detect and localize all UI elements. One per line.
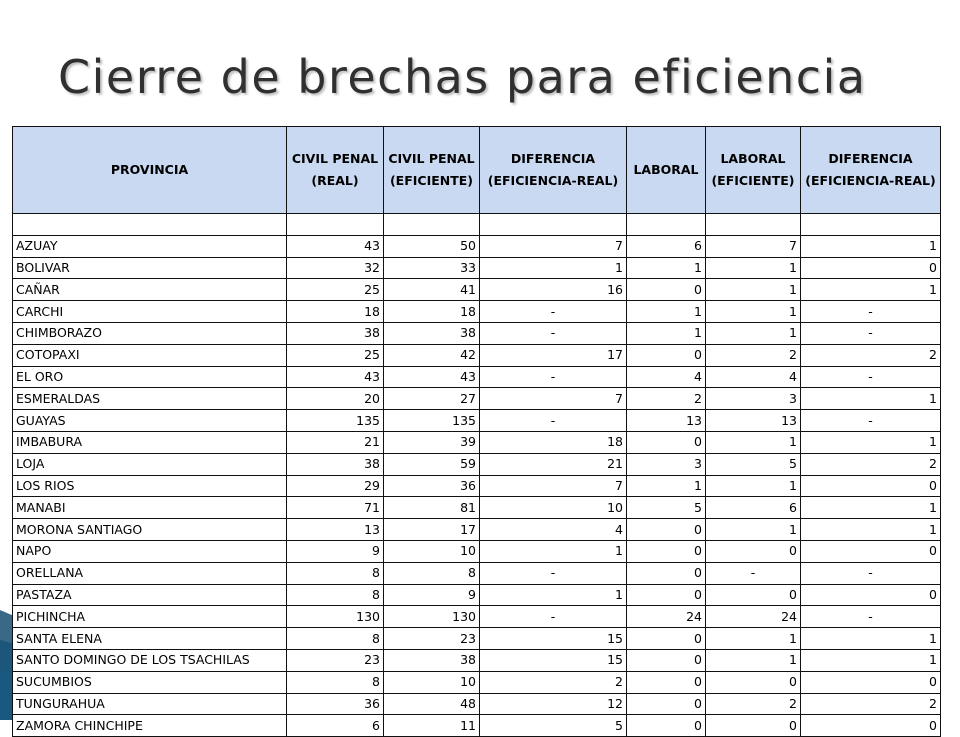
value-cell: 1 (627, 301, 706, 323)
value-cell: 6 (706, 497, 801, 519)
efficiency-table (12, 126, 941, 737)
value-cell: 27 (384, 388, 480, 410)
value-cell: 15 (480, 649, 627, 671)
value-cell: 38 (384, 649, 480, 671)
value-cell: 2 (801, 693, 941, 715)
value-cell: 1 (801, 235, 941, 257)
value-cell: 9 (287, 540, 384, 562)
value-cell: 16 (480, 279, 627, 301)
province-cell: BOLIVAR (13, 257, 287, 279)
province-cell: SANTA ELENA (13, 628, 287, 650)
value-cell: - (480, 410, 627, 432)
province-cell: AZUAY (13, 235, 287, 257)
value-cell: 13 (627, 410, 706, 432)
header-diferencia-civil: DIFERENCIA (EFICIENCIA-REAL) (480, 127, 627, 214)
value-cell: 38 (287, 322, 384, 344)
value-cell: 1 (706, 301, 801, 323)
table-row (13, 562, 941, 584)
value-cell: 1 (801, 649, 941, 671)
value-cell: - (480, 322, 627, 344)
value-cell: 17 (384, 519, 480, 541)
value-cell: 23 (384, 628, 480, 650)
province-cell: NAPO (13, 540, 287, 562)
value-cell: 2 (480, 671, 627, 693)
table-row (13, 366, 941, 388)
value-cell: 8 (287, 584, 384, 606)
table-header-row (13, 127, 941, 214)
value-cell: 135 (287, 410, 384, 432)
value-cell: 23 (287, 649, 384, 671)
province-cell: LOS RIOS (13, 475, 287, 497)
value-cell: 21 (480, 453, 627, 475)
value-cell: 0 (627, 671, 706, 693)
value-cell: 11 (384, 715, 480, 737)
value-cell: 1 (706, 628, 801, 650)
province-cell: TUNGURAHUA (13, 693, 287, 715)
value-cell: 1 (706, 475, 801, 497)
table-row (13, 431, 941, 453)
province-cell: IMBABURA (13, 431, 287, 453)
table-row (13, 540, 941, 562)
value-cell: 5 (627, 497, 706, 519)
header-civil-penal-real: CIVIL PENAL (REAL) (287, 127, 384, 214)
value-cell: 0 (706, 671, 801, 693)
value-cell: 8 (287, 562, 384, 584)
value-cell: 1 (801, 431, 941, 453)
value-cell: 4 (706, 366, 801, 388)
table-row (13, 606, 941, 628)
value-cell: 2 (801, 453, 941, 475)
value-cell: 0 (627, 628, 706, 650)
value-cell: 25 (287, 279, 384, 301)
value-cell: 8 (287, 671, 384, 693)
value-cell: 1 (801, 519, 941, 541)
province-cell: ZAMORA CHINCHIPE (13, 715, 287, 737)
table-row (13, 257, 941, 279)
value-cell: 43 (287, 366, 384, 388)
value-cell: 4 (627, 366, 706, 388)
header-civil-penal-eficiente: CIVIL PENAL (EFICIENTE) (384, 127, 480, 214)
province-cell: CHIMBORAZO (13, 322, 287, 344)
header-laboral-eficiente: LABORAL (EFICIENTE) (706, 127, 801, 214)
value-cell: 1 (801, 279, 941, 301)
value-cell: 0 (627, 584, 706, 606)
value-cell: 0 (627, 279, 706, 301)
value-cell: 43 (384, 366, 480, 388)
value-cell: 0 (706, 584, 801, 606)
table-row (13, 475, 941, 497)
value-cell: 5 (706, 453, 801, 475)
table-row (13, 715, 941, 737)
value-cell: 32 (287, 257, 384, 279)
table-row (13, 671, 941, 693)
value-cell: 0 (801, 540, 941, 562)
value-cell: 2 (706, 344, 801, 366)
value-cell: 41 (384, 279, 480, 301)
value-cell: 1 (480, 584, 627, 606)
value-cell: 48 (384, 693, 480, 715)
header-diferencia-laboral: DIFERENCIA (EFICIENCIA-REAL) (801, 127, 941, 214)
value-cell: 13 (706, 410, 801, 432)
header-provincia: PROVINCIA (13, 127, 287, 214)
value-cell: 6 (287, 715, 384, 737)
value-cell: 1 (706, 519, 801, 541)
value-cell: 21 (287, 431, 384, 453)
province-cell: SANTO DOMINGO DE LOS TSACHILAS (13, 649, 287, 671)
value-cell: 17 (480, 344, 627, 366)
value-cell: 36 (384, 475, 480, 497)
value-cell: 71 (287, 497, 384, 519)
table-row (13, 322, 941, 344)
table-row (13, 301, 941, 323)
value-cell: 8 (384, 562, 480, 584)
value-cell: 130 (287, 606, 384, 628)
value-cell: 42 (384, 344, 480, 366)
value-cell: 1 (627, 475, 706, 497)
value-cell: 10 (384, 671, 480, 693)
table-row (13, 235, 941, 257)
table-row (13, 344, 941, 366)
value-cell: - (706, 562, 801, 584)
value-cell: 18 (287, 301, 384, 323)
value-cell: 0 (627, 693, 706, 715)
value-cell: 5 (480, 715, 627, 737)
province-cell: PICHINCHA (13, 606, 287, 628)
value-cell: 1 (480, 257, 627, 279)
value-cell: - (801, 322, 941, 344)
value-cell: 3 (627, 453, 706, 475)
province-cell: MANABI (13, 497, 287, 519)
value-cell: 0 (627, 431, 706, 453)
table-row (13, 649, 941, 671)
value-cell: 8 (287, 628, 384, 650)
value-cell: 15 (480, 628, 627, 650)
value-cell: 0 (627, 344, 706, 366)
header-laboral: LABORAL (627, 127, 706, 214)
value-cell: 81 (384, 497, 480, 519)
slide-title: Cierre de brechas para eficiencia (58, 50, 867, 104)
value-cell: 1 (706, 431, 801, 453)
value-cell: 29 (287, 475, 384, 497)
value-cell: 0 (627, 715, 706, 737)
province-cell: SUCUMBIOS (13, 671, 287, 693)
value-cell: 0 (627, 540, 706, 562)
table-row (13, 388, 941, 410)
value-cell: 10 (384, 540, 480, 562)
province-cell: LOJA (13, 453, 287, 475)
value-cell: 0 (801, 475, 941, 497)
value-cell: 7 (480, 235, 627, 257)
province-cell: EL ORO (13, 366, 287, 388)
value-cell: 3 (706, 388, 801, 410)
value-cell: 2 (801, 344, 941, 366)
value-cell: 1 (801, 388, 941, 410)
value-cell: 135 (384, 410, 480, 432)
value-cell: 2 (706, 693, 801, 715)
table-row (13, 693, 941, 715)
value-cell: 1 (706, 649, 801, 671)
value-cell: 0 (801, 584, 941, 606)
value-cell: 24 (627, 606, 706, 628)
value-cell: 0 (627, 649, 706, 671)
value-cell: 18 (384, 301, 480, 323)
table-row (13, 497, 941, 519)
value-cell: 0 (627, 562, 706, 584)
value-cell: 13 (287, 519, 384, 541)
value-cell: 2 (627, 388, 706, 410)
value-cell: 7 (706, 235, 801, 257)
value-cell: - (801, 410, 941, 432)
value-cell: 1 (801, 497, 941, 519)
province-cell: MORONA SANTIAGO (13, 519, 287, 541)
value-cell: 39 (384, 431, 480, 453)
value-cell: - (480, 301, 627, 323)
table-row (13, 279, 941, 301)
table-row (13, 410, 941, 432)
value-cell: - (801, 301, 941, 323)
value-cell: 33 (384, 257, 480, 279)
value-cell: 0 (627, 519, 706, 541)
value-cell: 1 (706, 279, 801, 301)
value-cell: 7 (480, 475, 627, 497)
value-cell: 0 (801, 257, 941, 279)
value-cell: - (801, 606, 941, 628)
value-cell: 1 (706, 322, 801, 344)
table-row (13, 519, 941, 541)
value-cell: 12 (480, 693, 627, 715)
value-cell: 20 (287, 388, 384, 410)
table-row (13, 628, 941, 650)
value-cell: 38 (384, 322, 480, 344)
value-cell: 1 (627, 322, 706, 344)
value-cell: 25 (287, 344, 384, 366)
value-cell: 50 (384, 235, 480, 257)
value-cell: 9 (384, 584, 480, 606)
value-cell: - (801, 562, 941, 584)
value-cell: 7 (480, 388, 627, 410)
value-cell: 59 (384, 453, 480, 475)
value-cell: 24 (706, 606, 801, 628)
value-cell: 0 (706, 715, 801, 737)
province-cell: ORELLANA (13, 562, 287, 584)
value-cell: 43 (287, 235, 384, 257)
table-row (13, 584, 941, 606)
value-cell: 1 (627, 257, 706, 279)
value-cell: 4 (480, 519, 627, 541)
value-cell: 36 (287, 693, 384, 715)
value-cell: - (480, 562, 627, 584)
province-cell: PASTAZA (13, 584, 287, 606)
value-cell: - (480, 366, 627, 388)
value-cell: 1 (801, 628, 941, 650)
value-cell: 0 (706, 540, 801, 562)
province-cell: CAÑAR (13, 279, 287, 301)
value-cell: 130 (384, 606, 480, 628)
value-cell: 0 (801, 715, 941, 737)
value-cell: 38 (287, 453, 384, 475)
value-cell: - (801, 366, 941, 388)
value-cell: 10 (480, 497, 627, 519)
province-cell: COTOPAXI (13, 344, 287, 366)
province-cell: CARCHI (13, 301, 287, 323)
value-cell: 1 (480, 540, 627, 562)
value-cell: - (480, 606, 627, 628)
table-spacer (13, 214, 941, 236)
value-cell: 6 (627, 235, 706, 257)
value-cell: 0 (801, 671, 941, 693)
value-cell: 18 (480, 431, 627, 453)
province-cell: GUAYAS (13, 410, 287, 432)
table-row (13, 453, 941, 475)
province-cell: ESMERALDAS (13, 388, 287, 410)
value-cell: 1 (706, 257, 801, 279)
